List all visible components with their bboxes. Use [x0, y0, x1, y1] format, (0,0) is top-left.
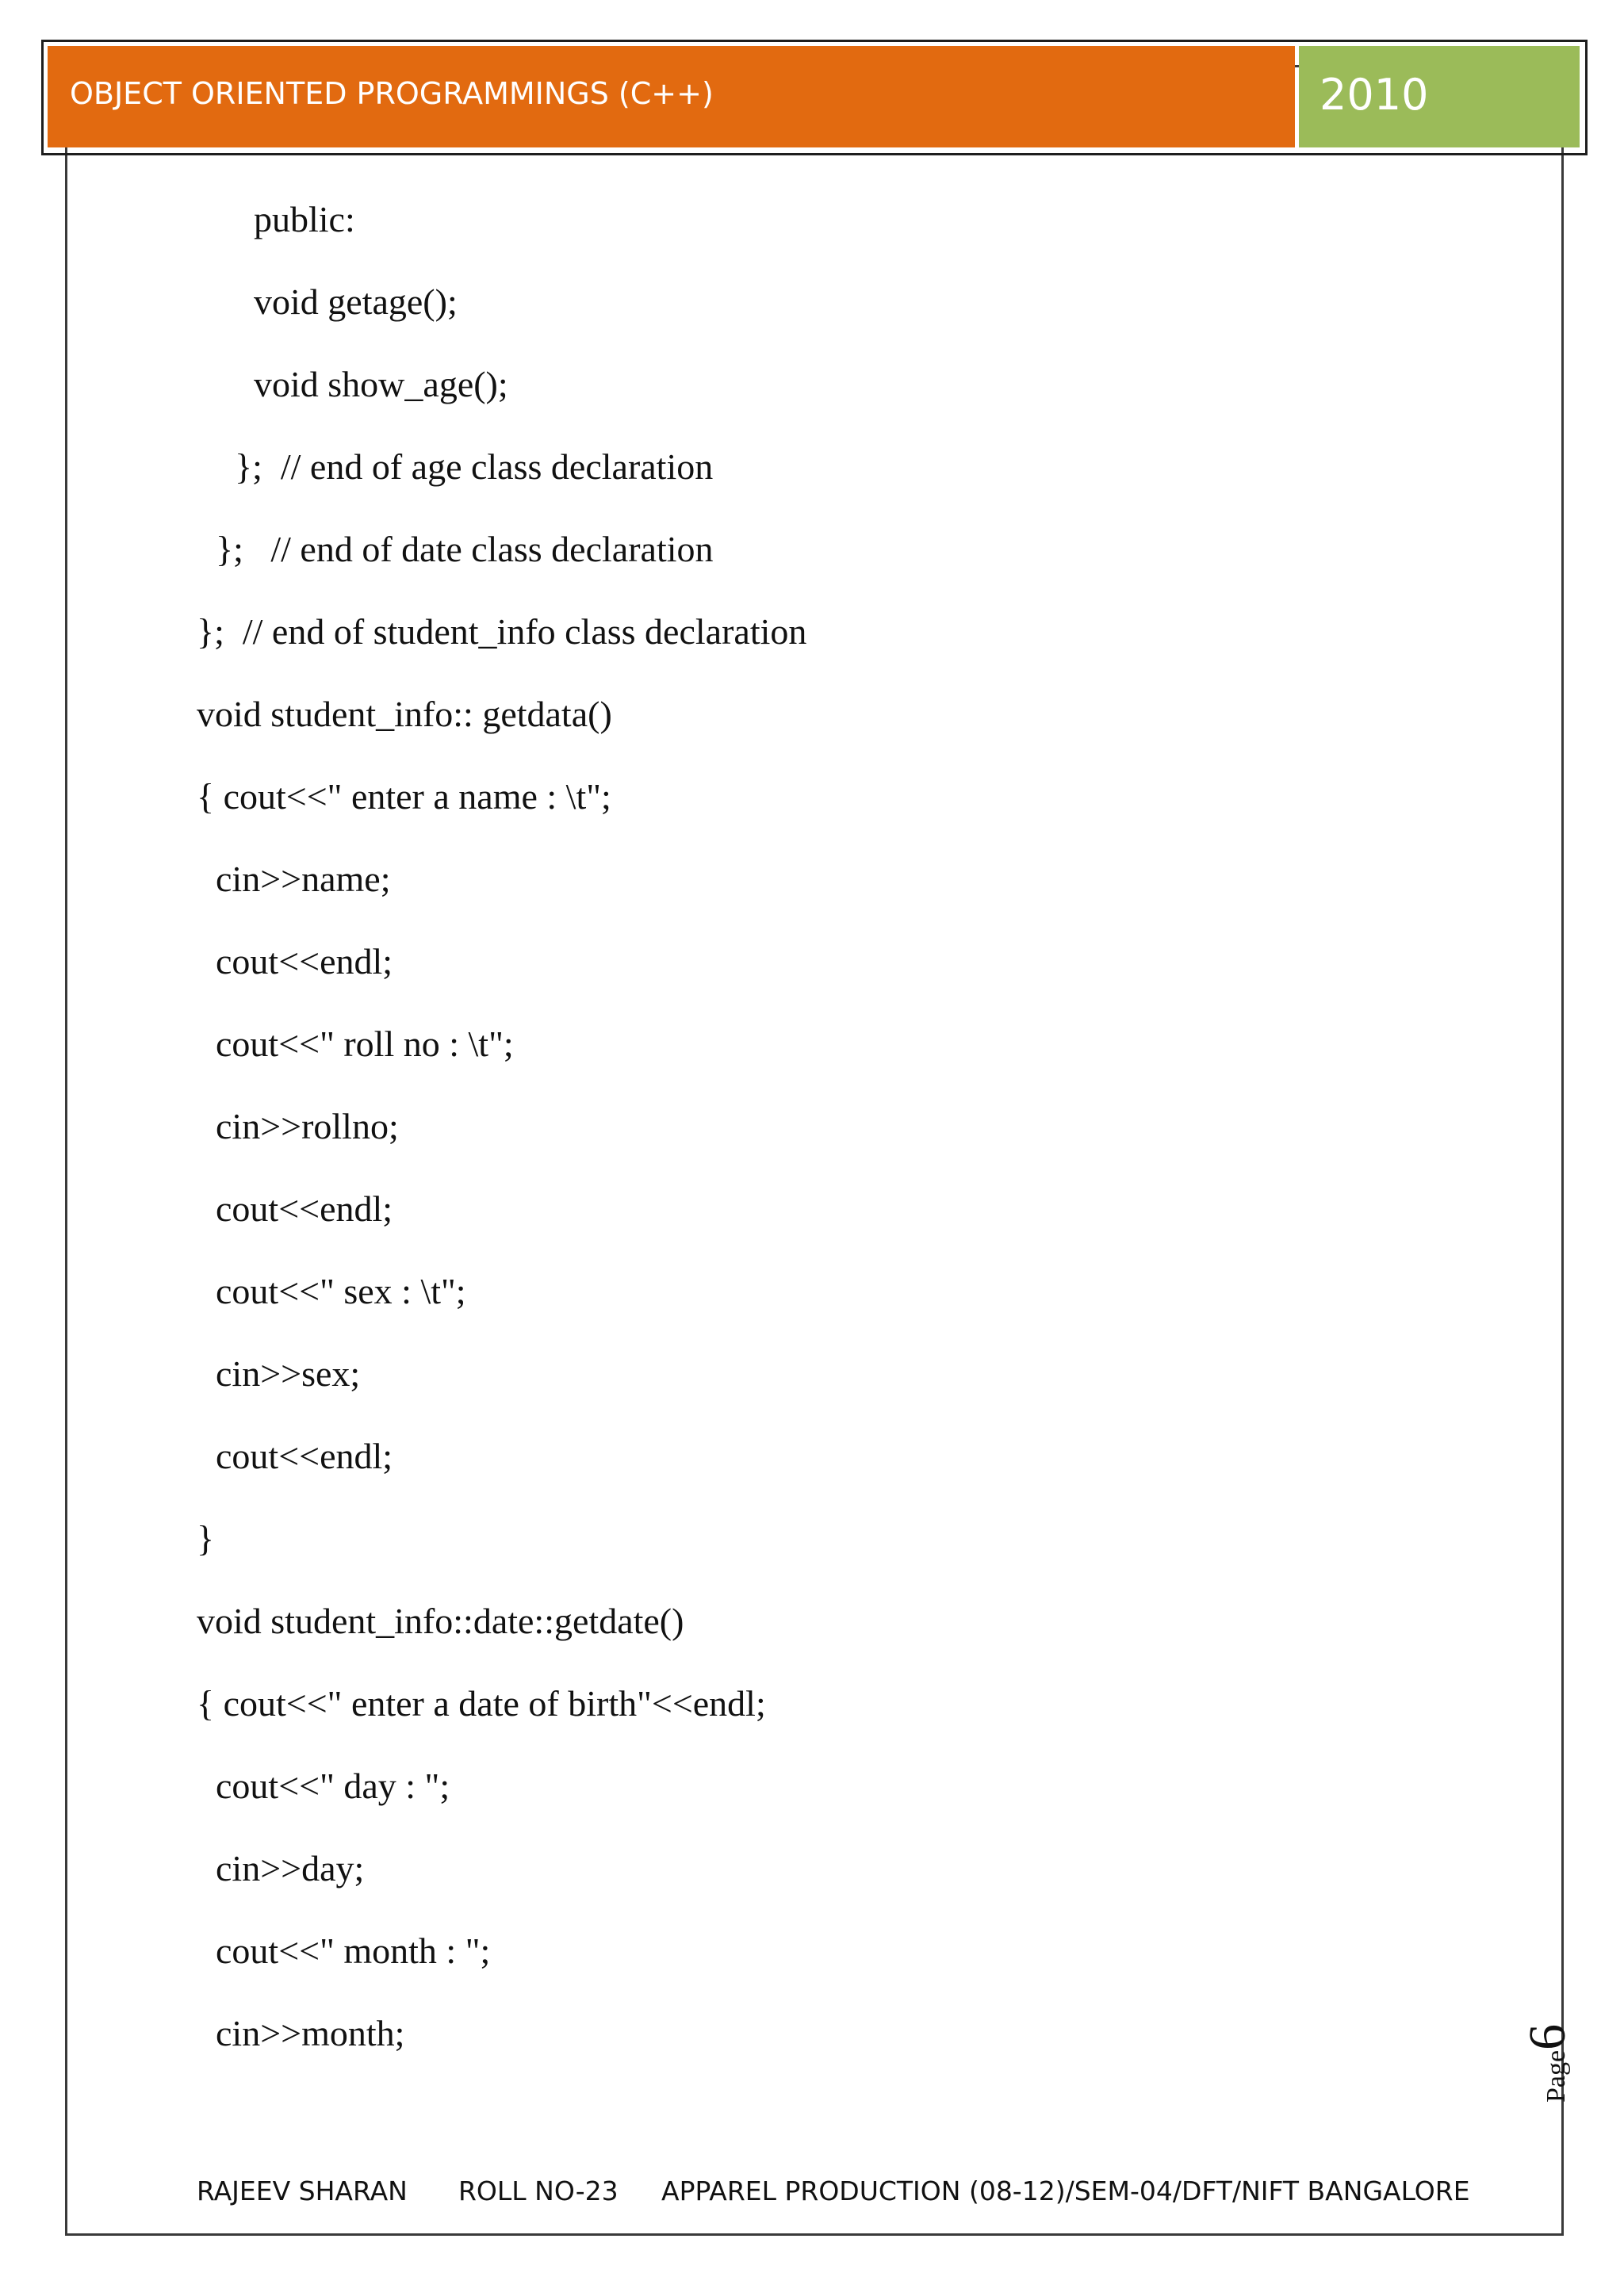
code-line: cin>>month; — [216, 2013, 405, 2053]
code-line: void student_info:: getdata() — [197, 694, 612, 734]
code-line: cout<<endl; — [216, 1188, 393, 1229]
code-line: cin>>rollno; — [216, 1106, 399, 1146]
footer-author: RAJEEV SHARAN — [197, 2175, 408, 2206]
code-line: { cout<<" enter a date of birth"<<endl; — [197, 1683, 766, 1724]
code-line: { cout<<" enter a name : \t"; — [197, 776, 611, 817]
code-line: cout<<" day : "; — [216, 1766, 450, 1806]
page-label: Page — [1542, 2049, 1571, 2103]
footer-course: APPAREL PRODUCTION (08-12)/SEM-04/DFT/NIFT BANGALORE — [661, 2175, 1470, 2206]
code-line: void show_age(); — [254, 364, 508, 404]
code-line: cout<<" month : "; — [216, 1931, 491, 1971]
code-line: }; // end of date class declaration — [216, 529, 714, 569]
page-digit: 6 — [1519, 2023, 1576, 2050]
code-line: public: — [254, 199, 355, 239]
code-line: cout<<" roll no : \t"; — [216, 1024, 514, 1064]
code-line: cin>>sex; — [216, 1353, 361, 1394]
code-line: cout<<" sex : \t"; — [216, 1271, 466, 1311]
code-line: cin>>day; — [216, 1848, 365, 1888]
document-year: 2010 — [1320, 70, 1429, 120]
code-line: cout<<endl; — [216, 1436, 393, 1476]
code-line: void student_info::date::getdate() — [197, 1601, 684, 1641]
document-title: OBJECT ORIENTED PROGRAMMINGS (C++) — [70, 76, 714, 111]
code-line: } — [197, 1518, 215, 1559]
footer-roll-number: ROLL NO-23 — [458, 2175, 619, 2206]
code-line: void getage(); — [254, 281, 458, 322]
code-line: }; // end of student_info class declaration — [197, 611, 807, 652]
code-line: cout<<endl; — [216, 941, 393, 982]
code-line: }; // end of age class declaration — [235, 446, 714, 487]
page-number — [1505, 2004, 1576, 2103]
code-line: cin>>name; — [216, 859, 391, 899]
